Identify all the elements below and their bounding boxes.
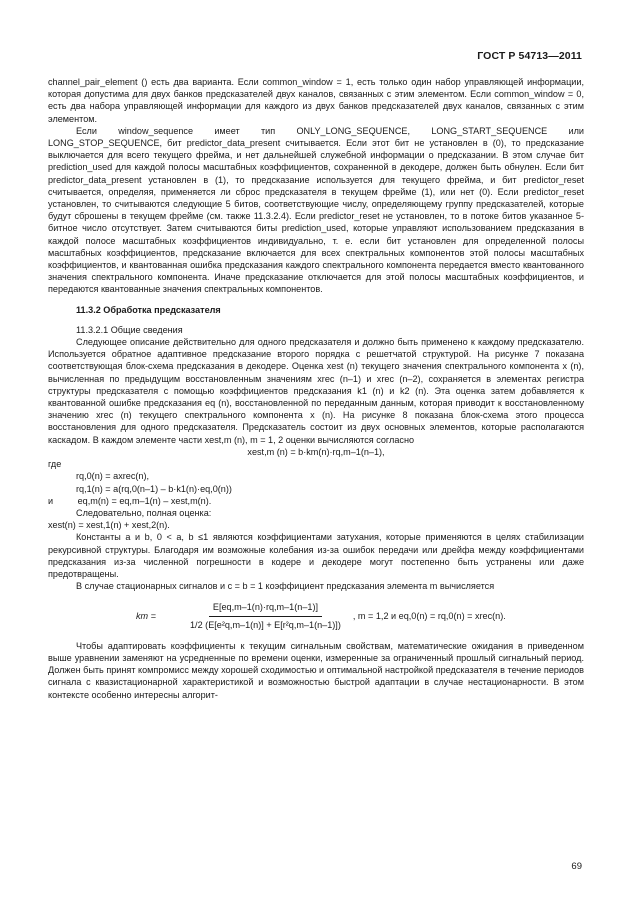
- paragraph-6: В случае стационарных сигналов и с = b = 1 коэффициент предсказания элемента m вычисляется: [76, 581, 495, 592]
- km-lhs: km =: [136, 610, 156, 621]
- where-label: где: [48, 459, 62, 470]
- paragraph-7: Чтобы адаптировать коэффициенты к текущим сигнальным свойствам, математические ожидания в приведенном выше уравнении заменяют на усредненные по времени оценки, измеренные за ограниченный прошлый сигнальный период. Должен быть принят компромисс между хорошей сходимостью и оптимальной настройкой предсказателя в течение периодов сигнала с квазистационарной характеристикой и возможностью быстрой адаптации в случае нестационарности. В этом контексте особенно интересны алгорит-: [48, 640, 584, 700]
- km-denominator: 1/2 (E[e²q,m–1(n)] + E[r²q,m–1(n–1)]): [190, 619, 341, 630]
- subsection-heading: 11.3.2.1 Общие сведения: [76, 324, 183, 335]
- equation-xest: xest(n) = xest,1(n) + xest,2(n).: [48, 520, 170, 531]
- equation-r1: rq,1(n) = a(rq,0(n–1) – b·k1(n)·eq,0(n)): [76, 483, 232, 494]
- km-fraction: [190, 601, 341, 630]
- equation-e: eq,m(n) = eq,m–1(n) – xest,m(n).: [77, 495, 212, 506]
- paragraph-3: Следующее описание действительно для одного предсказателя и должно быть применено к каждому предсказателю. Используется обратное адаптивное предсказание второго порядка с решетчатой структурой. На рисунке 7 показана соответствующая блок-схема предсказания в декодере. Оценка xest (n) текущего значения спектрального компонента x (n), вычисленная по предыдущим восстановленным значениям xrec (n–1) и xrec (n–2), сохраняется в элементах регистра структуры предсказателя с помощью коэффициентов предсказания k1 (n) и k2 (n). Эта оценка затем добавляется к квантованной ошибке предсказания eq (n), восстановленной по переданным данным, которая приводит к восстановленному значению xrec (n) текущего спектрального компонента x (n). На рисунке 8 показана блок-схема этого процесса восстановления для одного предсказателя. Предсказатель состоит из двух основных элементов, которые располагаются каскадом. В каждом элементе части xest,m (n), m = 1, 2 оценки вычисляются согласно: [48, 337, 584, 445]
- standard-header: ГОСТ Р 54713—2011: [477, 50, 582, 62]
- section-heading: 11.3.2 Обработка предсказателя: [76, 304, 221, 315]
- prediction-coefficient-formula: [136, 601, 584, 630]
- page-number: 69: [571, 861, 582, 872]
- and-label: и: [48, 495, 54, 506]
- and-row: [48, 495, 584, 507]
- paragraph-1: channel_pair_element () есть два варианта. Если common_window = 1, есть только один набор управляющей информации, которая допустима для двух банков предсказателей двух каналов, связанных с этим элементом. Если common_window = 0, есть два набора управляющей информации для каждого из двух банков предсказателей двух каналов, связанных с этим элементом.: [48, 77, 584, 124]
- paragraph-5: Константы a и b, 0 < a, b ≤1 являются коэффициентами затухания, которые применяются в целях стабилизации рекурсивной структуры. Благодаря им возможные колебания из-за ошибок передачи или дрейфа между коэффициентами предсказания из-за численной погрешности в кодере и декодере могут постепенно быть устранены или даже предотвращены.: [48, 532, 584, 579]
- paragraph-4: Следовательно, полная оценка:: [76, 507, 212, 518]
- document-body: [48, 76, 584, 701]
- paragraph-2: Если window_sequence имеет тип ONLY_LONG_SEQUENCE, LONG_START_SEQUENCE или LONG_STOP_SEQUENCE, бит predictor_data_present считывается. Если этот бит не установлен в (0), то предсказание выключается для всего текущего фрейма, и нет дальнейшей служебной информации о предсказании. В этом случае бит prediction_used для каждой полосы масштабных коэффициентов, сохраненной в декодере, должен быть обнулен. Если бит predictor_data_present установлен в (1), то предсказание используется для текущего фрейма, и бит predictor_reset считывается, определяя, применяется ли сброс предсказателя в текущем фрейме (1), или нет (0). Если predictor_reset установлен, то считываются следующие 5 битов, соответствующие числу, определяющему группу предсказателей, которые будут сброшены в текущем фрейме (см. также 11.3.2.4). Если predictor_reset не установлен, то в потоке битов указанное 5-битное число отсутствует. Затем считываются биты prediction_used, которые управляют использованием предсказания в каждой полосе масштабных коэффициентов индивидуально, т. е. если бит установлен для определенной полосы масштабных коэффициентов, предсказание включается для всех спектральных компонентов этой полосы масштабных коэффициентов, и квантованная ошибка предсказания каждого спектрального компонента передается вместо квантованного значения спектрального компонента. Иначе предсказание отключается для этой полосы масштабных коэффициентов, и передаются квантованные значения спектральных компонентов.: [48, 125, 584, 295]
- equation-r0: rq,0(n) = axrec(n),: [76, 471, 150, 482]
- km-numerator: E[eq,m–1(n)·rq,m–1(n–1)]: [209, 601, 322, 616]
- formula-estimate: xest,m (n) = b·km(n)·rq,m–1(n–1),: [247, 446, 385, 457]
- km-tail: , m = 1,2 и eq,0(n) = rq,0(n) = xrec(n).: [352, 610, 506, 621]
